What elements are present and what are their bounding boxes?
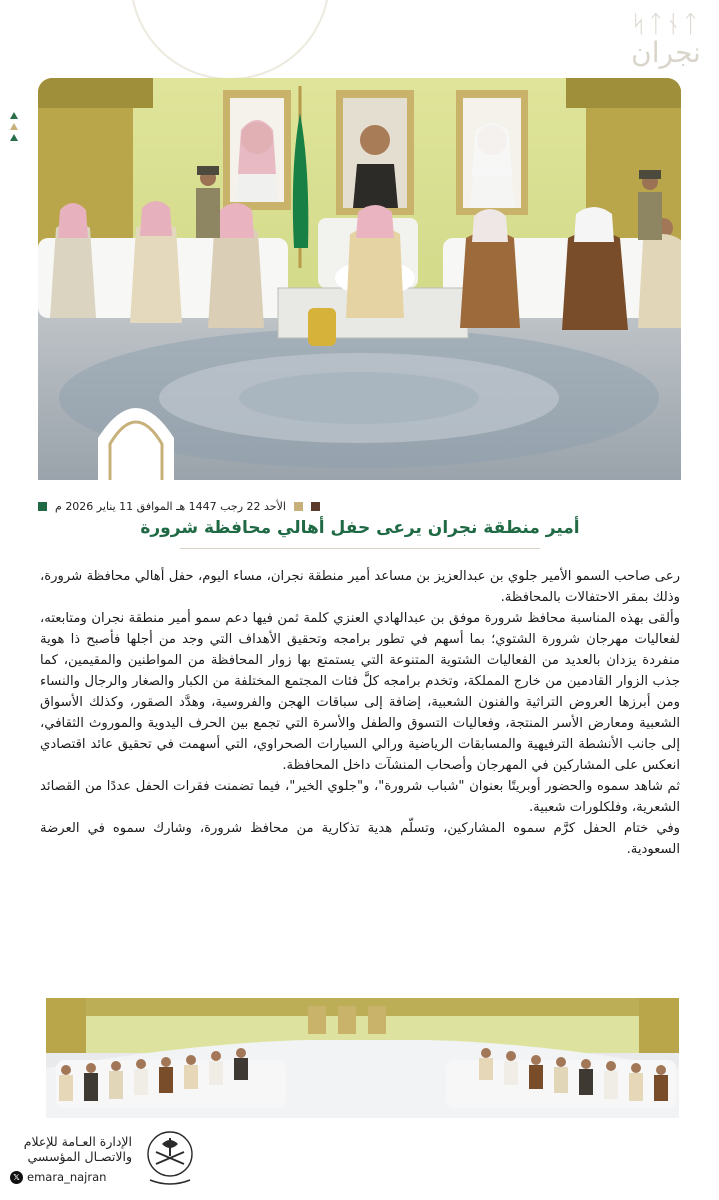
footer-org-line2: والاتصـال المؤسسي [27,1149,132,1164]
article-paragraph: ثم شاهد سموه والحضور أوبريتًا بعنوان "شباب شرورة"، و"جلوي الخير"، فيما تضمنت فقرات الحفل عددًا من القصائد الشعرية، وفلكلورات شعبية. [40,779,680,815]
date-row [38,498,681,514]
saudi-emblem-icon [138,1126,202,1190]
headline-divider [180,548,540,549]
article-paragraph: رعى صاحب السمو الأمير جلوي بن عبدالعزيز بن مساعد أمير منطقة نجران، مساء اليوم، حفل أهالي محافظة شرورة، وذلك بمقر الاحتفالات بالمحافظة. [40,569,680,605]
x-social-icon: 𝕏 [10,1171,23,1184]
footer-org-line1: الإدارة العـامة للإعلام [23,1134,132,1149]
logo-word: نجران [631,36,701,69]
date-marker-gold [294,502,303,511]
footer-organization [14,1134,132,1164]
article-body [40,566,680,860]
date-marker-green [38,502,47,511]
main-photo [38,78,681,480]
najran-logo [631,10,701,68]
footer-social[interactable] [10,1170,134,1184]
decorative-arch [130,0,330,80]
decorative-triangles [10,112,20,145]
bottom-photo-illustration [46,998,679,1118]
bottom-photo [46,998,679,1118]
main-photo-illustration [38,78,681,480]
article-date: الأحد 22 رجب 1447 هـ الموافق 11 يناير 2026 م [55,499,286,513]
footer-handle-text: emara_najran [27,1170,107,1184]
date-marker-brown [311,502,320,511]
article-headline: أمير منطقة نجران يرعى حفل أهالي محافظة شرورة [140,518,580,538]
logo-glyphs: ᛋᛏᚾᛏ [631,10,701,38]
article-paragraph: وفي ختام الحفل كرَّم سموه المشاركين، وتسلّم هدية تذكارية من محافظ شرورة، وشارك سموه في العرضة السعودية. [40,821,680,857]
article-paragraph: وألقى بهذه المناسبة محافظ شرورة موفق بن عبدالهادي العنزي كلمة ثمن فيها دعم سمو أمير منطقة نجران ومتابعته، لفعاليات مهرجان شرورة الشتوي؛ بما أسهم في تطور برامجه وتحقيق الأهداف التي وجد من أجلها فأصبح ذا هوية منفردة يزدان بالعديد من الفعاليات الشتوية المتنوعة التي يستمتع بها زوار المحافظة من المواطنين والمقيمين، كما جذب الزوار القادمين من خارج المملكة، وتخدم برامجه كلَّ فئات المجتمع المختلفة من الكبار والصغار والرجال والنساء ومن أبرزها العروض التراثية والفنون الشعبية، إضافة إلى سباقات الهجن والفروسية، وهدَّد الصقور، وكذلك الأسواق الشعبية ومعارض الأسر المنتجة، وفعاليات التسوق والطفل والأسرة التي تجمع بين الحرف اليدوية والموروث الثقافي، إلى جانب الأنشطة الترفيهية والمسابقات الرياضية ورالي السيارات الصحراوي، التي أسهمت في تحقيق عائد اقتصادي انعكس على المشاركين في المهرجان وأصحاب المنشآت داخل المحافظة. [40,611,680,773]
